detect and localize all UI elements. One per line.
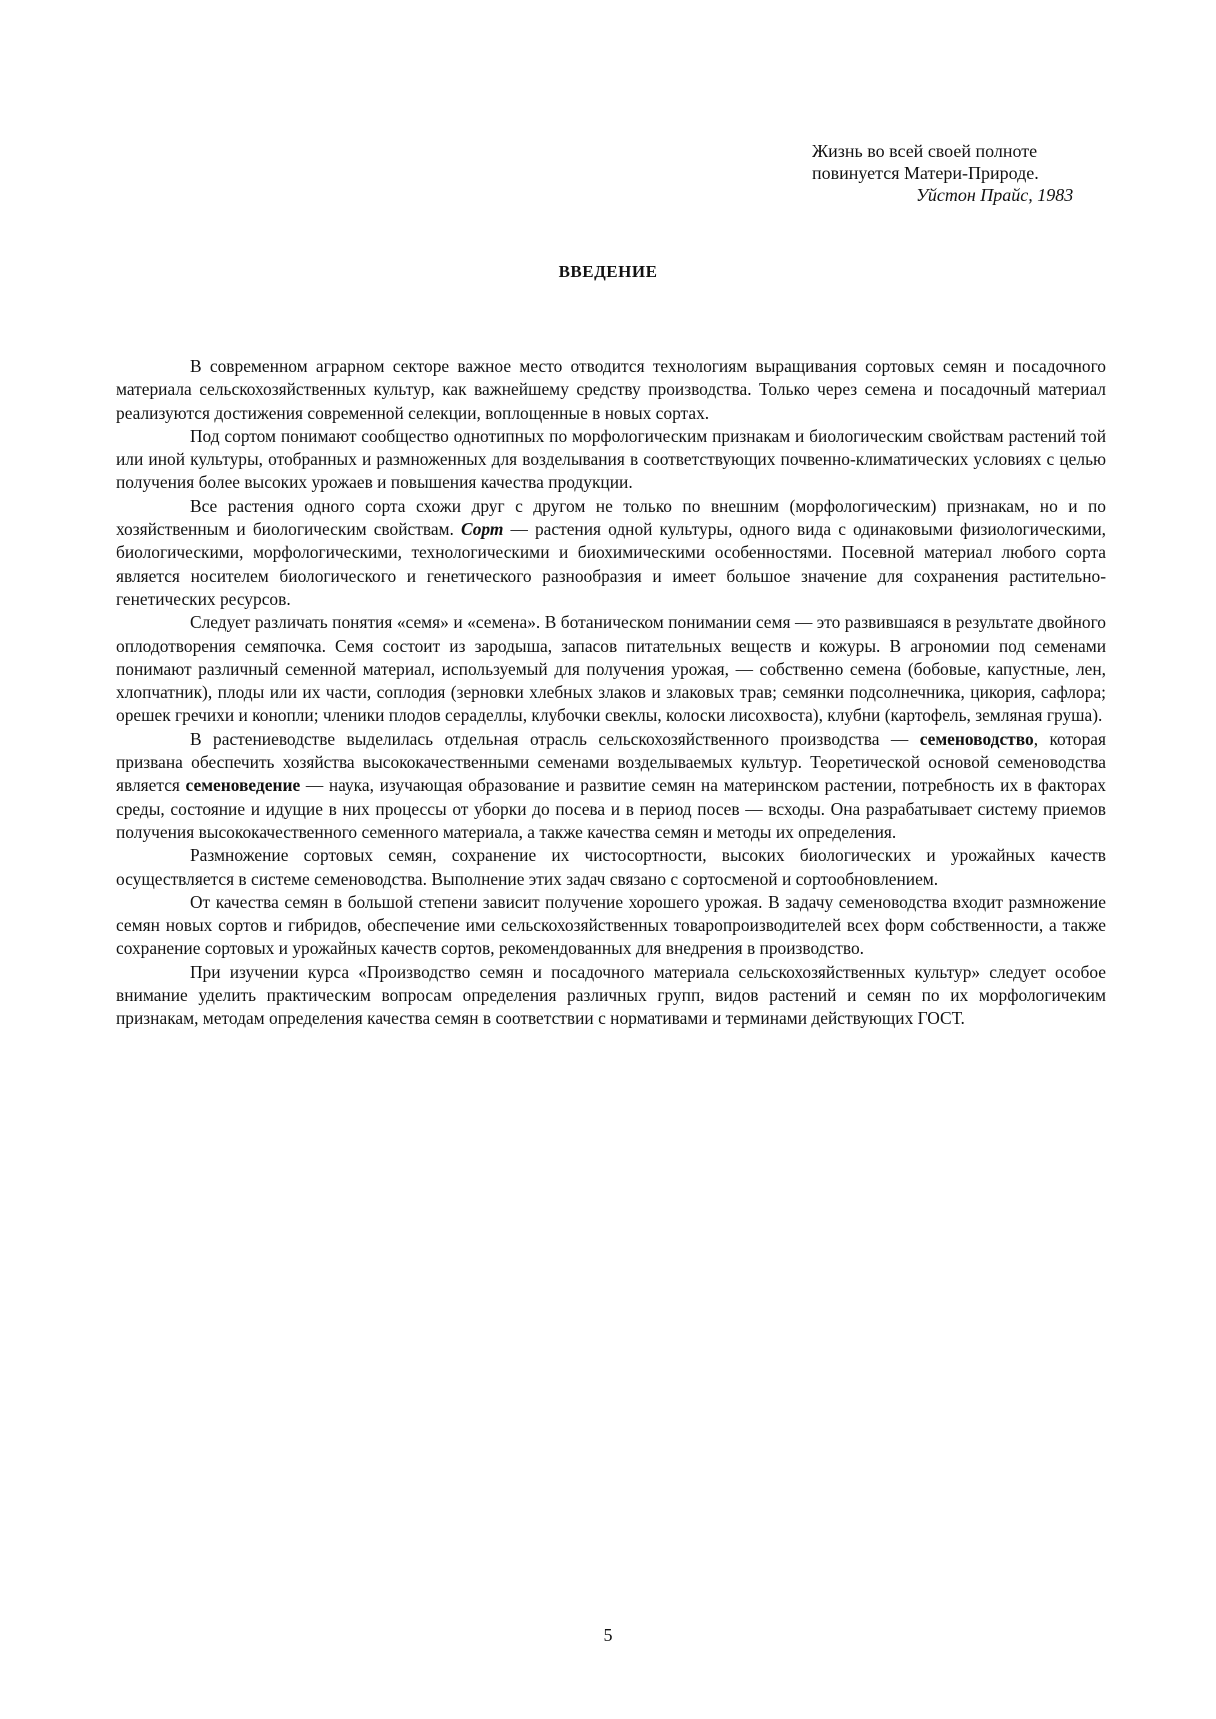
term-sort: Сорт (461, 519, 504, 540)
body-text (116, 355, 1106, 1031)
epigraph-line-2: повинуется Матери-Природе. (812, 163, 1039, 183)
paragraph-1: В современном аграрном секторе важное место отводится технологиям выращивания сортовых семян и посадочного материала сельскохозяйственных культур, как важнейшему средству производства. Только через семена и посадочный материал реализуются достижения современной селекции, воплощенные в новых сортах. (116, 356, 1106, 423)
paragraph-6: Размножение сортовых семян, сохранение их чистосортности, высоких биологических и урожайных качеств осуществляется в системе семеноводства. Выполнение этих задач связано с сортосменой и сортообновлением. (116, 845, 1106, 889)
paragraph-3-text-b: — растения одной культуры, одного вида с одинаковыми физиологическими, биологическими, морфологическими, технологическими и биохимическими особенностями. Посевной материал любого сорта является носителем биологического и генетического разнообразия и имеет большое значение для сохранения растительно-генетических ресурсов. (116, 519, 1106, 609)
epigraph (812, 140, 1132, 206)
paragraph-5 (116, 728, 1106, 844)
term-semenovodstvo: семеноводство (919, 728, 1034, 749)
epigraph-year: 1983 (1037, 185, 1074, 205)
paragraph-3-text-a: Все растения одного сорта схожи друг с другом не только по внешним (морфологическим) признакам, но и по хозяйственным и биологическим свойствам. (116, 495, 1106, 540)
epigraph-author: Уйстон Прайс (916, 185, 1029, 205)
section-heading: ВВЕДЕНИЕ (558, 262, 658, 281)
paragraph-5-text-a: В растениеводстве выделилась отдельная отрасль сельскохозяйственного производства — (190, 728, 920, 749)
paragraph-8: При изучении курса «Производство семян и посадочного материала сельскохозяйственных культур» следует особое внимание уделить практическим вопросам определения различных групп, видов растений и семян по их морфологичеким признакам, методам определения качества семян в соответствии с нормативами и терминами действующих ГОСТ. (116, 961, 1106, 1029)
epigraph-attribution: Уйстон Прайс, 1983 (916, 185, 1074, 205)
paragraph-2: Под сортом понимают сообщество однотипных по морфологическим признакам и биологическим свойствам растений той или иной культуры, отобранных и размноженных для возделывания в соответствующих почвенно-климатических условиях с целью получения более высоких урожаев и повышения качества продукции. (116, 425, 1106, 493)
page-number: 5 (603, 1625, 613, 1645)
paragraph-7: От качества семян в большой степени зависит получение хорошего урожая. В задачу семеноводства входит размножение семян новых сортов и гибридов, обеспечение ими сельскохозяйственных товаропроизводителей всех форм собственности, а также сохранение сортовых и урожайных качеств сортов, рекомендованных для внедрения в производство. (116, 891, 1106, 959)
epigraph-line-1: Жизнь во всей своей полноте (812, 141, 1038, 161)
paragraph-4: Следует различать понятия «семя» и «семена». В ботаническом понимании семя — это развившаяся в результате двойного оплодотворения семяпочка. Семя состоит из зародыша, запасов питательных веществ и кожуры. В агрономии под семенами понимают различный семенной материал, используемый для получения урожая, — собственно семена (бобовые, капустные, лен, хлопчатник), плоды или их части, соплодия (зерновки хлебных злаков и злаковых трав; семянки подсолнечника, цикория, сафлора; орешек гречихи и конопли; членики плодов сераделлы, клубочки свеклы, колоски лисохвоста), клубни (картофель, земляная груша). (116, 612, 1106, 726)
paragraph-5-text-b: , которая призвана обеспечить хозяйства высококачественными семенами возделываемых культур. Теоретической основой семеноводства является (116, 728, 1106, 796)
paragraph-3 (116, 495, 1106, 611)
term-semenovedenie: семеноведение (185, 775, 301, 796)
paragraph-5-text-c: — наука, изучающая образование и развитие семян на материнском растении, потребность их в факторах среды, состояние и идущие в них процессы от уборки до посева и в период посев — всходы. Она разрабатывает систему приемов получения высококачественного семенного материала, а также качества семян и методы их определения. (116, 775, 1106, 842)
